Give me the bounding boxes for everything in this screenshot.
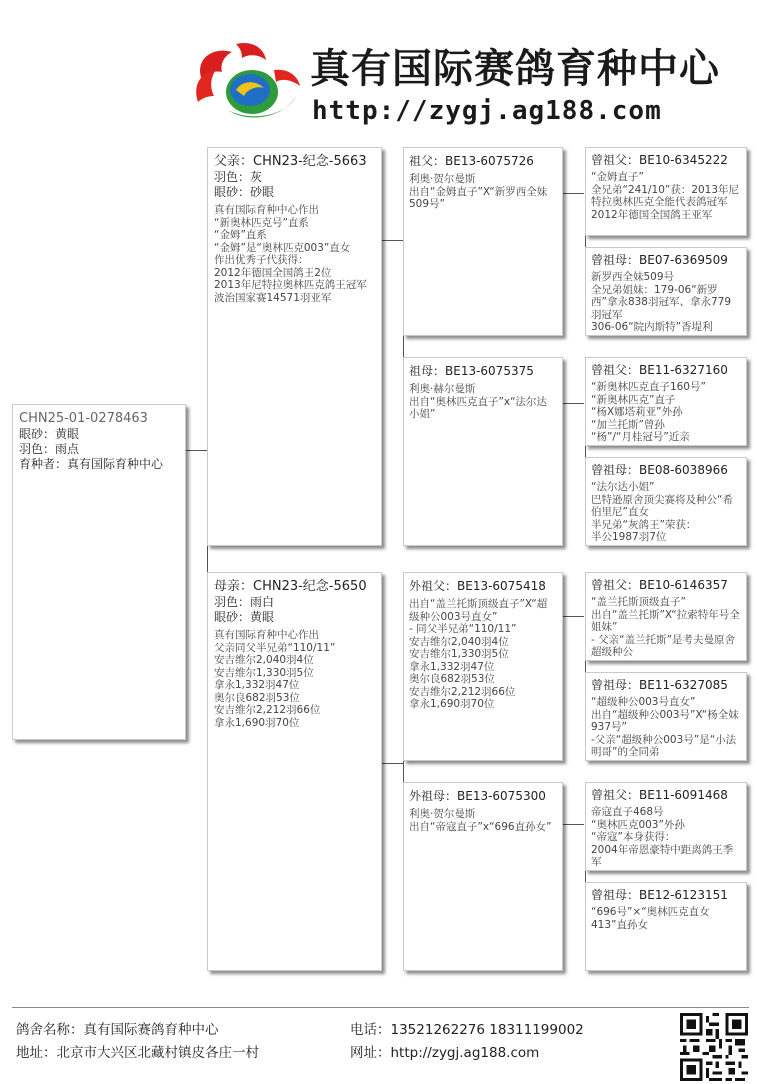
great-grandparent-title: 曾祖父：BE10-6345222 [591,153,728,167]
mother-color: 羽色：雨白 [214,595,275,609]
brand-name: 真有国际赛鸽育种中心 [310,46,720,92]
great-grandparent-title: 曾祖父：BE11-6091468 [591,788,728,802]
maternal-grandmother-card [403,782,563,971]
great-grandparent-card [585,357,747,446]
great-grandparent-desc: “盖兰托斯顶级直子” 出自“盖兰托斯”X“拉索特年号全姐妹” - 父亲“盖兰托斯”是考夫曼原舍超级种公 [591,596,740,658]
subject-ring: CHN25-01-0278463 [19,411,148,426]
subject-eye: 眼砂：黄眼 [19,427,80,441]
grandparent-desc: 利奥·贺尔曼斯 出自“金姆直子”X“新罗西全妹509号” [409,173,548,210]
footer-phone: 电话：13521262276 18311199002 [350,1022,584,1038]
great-grandparent-title: 曾祖父：BE11-6327160 [591,363,728,377]
great-grandparent-title: 曾祖母：BE12-6123151 [591,888,728,902]
great-grandparent-desc: 新罗西全妹509号 全兄弟姐妹：179-06“新罗西”拿永838羽冠军、拿永779羽冠军 306-06“院内斯特”香堤利 [591,271,732,333]
mother-eye: 眼砂：黄眼 [214,610,275,624]
maternal-grandfather-card [403,572,563,761]
great-grandparent-card [585,882,747,971]
grandparent-desc: 利奥·赫尔曼斯 出自“奥林匹克直子”x“法尔达小姐” [409,383,548,420]
father-desc: 真有国际育种中心作出 “新奥林匹克号”直系 “金姆”直系 “金姆”是“奥林匹克003”直女 作出优秀子代获得： 2012年德国全国鸽王2位 2013年尼特拉奥林匹克鸽王冠军 波治国家赛14571羽亚军 [214,204,367,304]
mother-card [207,572,382,971]
great-grandparent-title: 曾祖母：BE08-6038966 [591,463,728,477]
grandfather-card [403,147,563,336]
great-grandparent-card [585,147,747,236]
grandparent-desc: 出自“盖兰托斯顶级直子”X“超级种公003号直女” - 同父半兄弟“110/11” 安吉维尔2,040羽4位 安吉维尔1,330羽5位 拿永1,332羽47位 奥尔良682羽53位 安吉维尔2,212羽66位 拿永1,690羽70位 [409,598,548,710]
connector-line [563,824,584,825]
footer-divider [12,1007,749,1008]
subject-color: 羽色：雨点 [19,442,80,456]
connector-line [563,193,584,194]
grandmother-card [403,357,563,546]
great-grandparent-card [585,457,747,546]
brand-url: http://zygj.ag188.com [312,96,662,126]
footer-website[interactable]: 网址：http://zygj.ag188.com [350,1045,540,1061]
father-color: 羽色：灰 [214,170,263,184]
footer-address: 地址：北京市大兴区北藏村镇皮各庄一村 [16,1045,259,1061]
father-title: 父亲：CHN23-纪念-5663 [214,154,367,169]
father-eye: 眼砂：砂眼 [214,185,275,199]
great-grandparent-title: 曾祖父：BE10-6146357 [591,578,728,592]
great-grandparent-desc: “法尔达小姐” 巴特逊原舍顶尖赛将及种公“希伯里尼”直女 半兄弟“灰鸽王”荣获： 半公1987羽7位 [591,481,733,543]
great-grandparent-card [585,782,747,871]
great-grandparent-card [585,672,747,761]
connector-line [382,240,403,241]
great-grandparent-card [585,572,747,661]
grandparent-desc: 利奥·贺尔曼斯 出自“帝寇直子”x“696直孙女” [409,808,552,833]
great-grandparent-title: 曾祖母：BE07-6369509 [591,253,728,267]
subject-breeder: 育种者：真有国际育种中心 [19,457,164,471]
mother-desc: 真有国际育种中心作出 父亲同父半兄弟“110/11” 安吉维尔2,040羽4位 安吉维尔1,330羽5位 拿永1,332羽47位 奥尔良682羽53位 安吉维尔2,212羽66位 拿永1,690羽70位 [214,629,336,729]
grandparent-title: 外祖父：BE13-6075418 [409,579,546,593]
mother-title: 母亲：CHN23-纪念-5650 [214,579,367,594]
great-grandparent-desc: “超级种公003号直女” 出自“超级种公003号”X“杨全妹937号” -父亲“超级种公003号”是“小法明哥”的全同弟 [591,696,739,758]
connector-line [382,763,403,764]
connector-line [563,403,584,404]
father-card [207,147,382,546]
great-grandparent-desc: “696号”×“奥林匹克直女413”直孙女 [591,906,710,931]
qr-code-icon[interactable] [680,1013,748,1081]
subject-card [12,404,186,740]
grandparent-title: 外祖母：BE13-6075300 [409,789,546,803]
connector-line [563,616,584,617]
great-grandparent-desc: “新奥林匹克直子160号” “新奥林匹克”直子 “杨X娜塔莉亚”外孙 “加兰托斯”曾孙 “杨”/“月桂冠号”近亲 [591,381,706,443]
connector-line [186,450,207,451]
great-grandparent-title: 曾祖母：BE11-6327085 [591,678,728,692]
grandparent-title: 祖母：BE13-6075375 [409,364,534,378]
great-grandparent-desc: “金姆直子” 全兄弟“241/10”获：2013年尼特拉奥林匹克全能代表鸽冠军 2012年德国全国鸽王亚军 [591,171,740,221]
great-grandparent-desc: 帝寇直子468号 “奥林匹克003”外孙 “帝寇”本身获得： 2004年帝恩豪特中距离鸽王季军 [591,806,734,868]
great-grandparent-card [585,247,747,336]
brand-logo-icon [192,40,304,122]
footer-loft-name: 鸽舍名称：真有国际赛鸽育种中心 [16,1022,219,1038]
grandparent-title: 祖父：BE13-6075726 [409,154,534,168]
